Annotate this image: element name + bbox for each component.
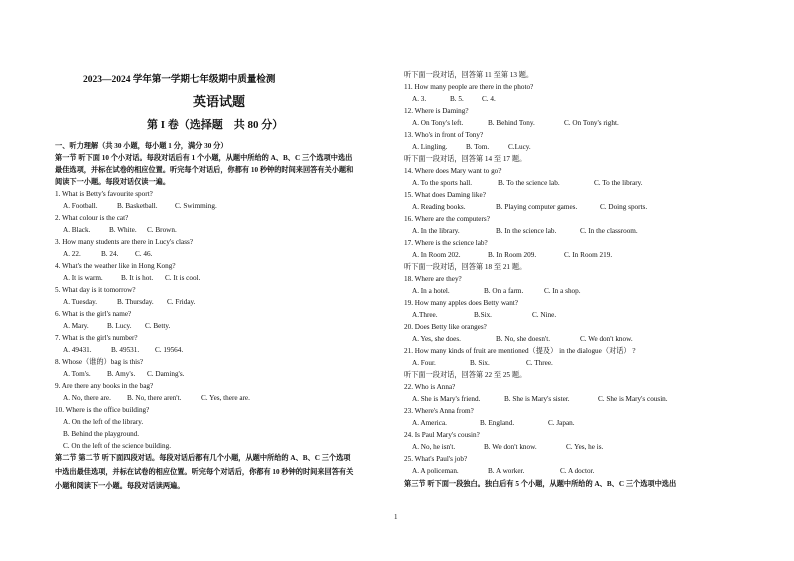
question-2: 2. What colour is the cat? (55, 214, 129, 222)
question-8: 8. Whose（谁的）bag is this? (55, 358, 144, 366)
subject-title: 英语试题 (193, 94, 246, 109)
question-4: 4. What's the weather like in Hong Kong? (55, 262, 176, 270)
question-9: 9. Are there any books in the bag? (55, 382, 154, 390)
question-19: 19. How many apples does Betty want? (404, 299, 518, 307)
question-16: 16. Where are the computers? (404, 215, 490, 223)
question-18: 18. Where are they? (404, 275, 462, 283)
question-10: 10. Where is the office building? (55, 406, 150, 414)
section2-instructions-line1: 第二节 第二节 听下面四段对话。每段对话后都有几个小题，从题中所给的 A、B、C 三个选项 (55, 454, 351, 462)
section2-instructions-line2: 中选出最佳选项，并标在试卷的相应位置。听完每个对话后，你都有 10 秒钟的时间来回答有关 (55, 468, 354, 476)
question-5: 5. What day is it tomorrow? (55, 286, 136, 294)
page-number: 1 (394, 513, 398, 521)
question-6: 6. What is the girl's name? (55, 310, 132, 318)
question-14: 14. Where does Mary want to go? (404, 167, 502, 175)
part1-heading: 一、听力理解（共 30 小题，每小题 1 分，满分 30 分） (55, 142, 228, 150)
question-7: 7. What is the girl's number? (55, 334, 138, 342)
exam-page: 2023—2024 学年第一学期七年级期中质量检测 英语试题 第 I 卷（选择题 共 80 分） 一、听力理解（共 30 小题，每小题 1 分，满分 30 分） 第一节 听下面 10 个小对话。每段对话后有 1 个小题，从题中所给的 A、B、C 三个选项中选出 最佳选项，并标在试卷的相应位置。听完每个对话后，你都有 10 秒钟的时间来回答有关小题和 阅读下一小题。每段对话仅读一遍。 1. What is Betty's favourite sport? A. Football. B. Basketball. C. Swimming. 2. What colour is the cat? A. Black. B. White. C. Brown. 3. How many students are there in Lucy's class? A. 22. B. 24. C. 46. 4. What's the weather like in Hong Kong? A. It is warm. B. It is hot. C. It is cool. 5. What day is it tomorrow? A. Tuesday. B. Thursday. C. Friday. 6. What is the girl's name? A. Mary. B. Lucy. C. Betty. 7. What is the girl's number? A. 49431. B. 49531. C. 19564. 8. Whose（谁的）bag is this? A. Tom's. B. Amy's. C. Daming's. 9. Are there any books in the bag? A. No, there are. B. No, there aren't. C. Yes, there are. 10. Where is the office building? A. On the left of the library. B. Behind the playground. C. On the left of the science building. 第二节 第二节 听下面四段对话。每段对话后都有几个小题，从题中所给的 A、B、C 三个选项 中选出最佳选项，并标在试卷的相应位置。听完每个对话后，你都有 10 秒钟的时间来回答有关 小题和阅读下一小题。每段对话读两遍。 听下面一段对话，回答第 11 至第 13 题。 11. How many people are there in the photo? A. 3. B. 5. C. 4. 12. Where is Daming? A. On Tony's left. B. Behind Tony. C. On Tony's right. 13. Who's in front of Tony? A. Lingling. B. Tom. C.Lucy. 听下面一段对话，回答第 14 至 17 题。 14. Where does Mary want to go? A. To the sports hall. B. To the science lab. C. To the library. 15. What does Daming like? A. Reading books. B. Playing computer games. C. Doing sports. 16. Where are the computers? A. In the library. B. In the science lab. C. In the classroom. 17. Where is the science lab? A. In Room 202. B. In Room 209. C. In Room 219. 听下面一段对话，回答第 18 至 21 题。 18. Where are they? A. In a hotel. B. On a farm. C. In a shop. 19. How many apples does Betty want? A.Three. B.Six. C. Nine. 20. Does Betty like oranges? A. Yes, she does. B. No, she doesn't. C. We don't know. 21. How many kinds of fruit are mentioned（提及） in the dialogue（对话） ? A. Four. B. Six. C. Three. 听下面一段对话，回答第 22 至 25 题。 22. Who is Anna? A. She is Mary's friend. B. She is Mary's sister. C. She is Mary's cousin. 23. Where's Anna from? A. America. B. England. C. Japan. 24. Is Paul Mary's cousin? A. No, he isn't. B. We don't know. C. Yes, he is. 25. What's Paul's job? A. A policeman. B. A worker. C. A doctor. 第三节 听下面一段独白。独白后有 5 个小题，从题中所给的 A、B、C 三个选项中选出 1 (55, 71, 677, 521)
dialogue4-instruction: 听下面一段对话，回答第 22 至 25 题。 (404, 371, 527, 379)
question-25: 25. What's Paul's job? (404, 455, 468, 463)
dialogue3-instruction: 听下面一段对话，回答第 18 至 21 题。 (404, 263, 527, 271)
question-10-option-c: C. On the left of the science building. (63, 442, 171, 450)
exam-title: 2023—2024 学年第一学期七年级期中质量检测 (83, 75, 276, 85)
question-12: 12. Where is Daming? (404, 107, 469, 115)
question-22: 22. Who is Anna? (404, 383, 456, 391)
section3-instructions: 第三节 听下面一段独白。独白后有 5 个小题，从题中所给的 A、B、C 三个选项中选出 (404, 480, 677, 488)
question-11: 11. How many people are there in the photo? (404, 83, 534, 91)
question-23: 23. Where's Anna from? (404, 407, 474, 415)
question-1: 1. What is Betty's favourite sport? (55, 190, 153, 198)
section1-instructions-line2: 最佳选项，并标在试卷的相应位置。听完每个对话后，你都有 10 秒钟的时间来回答有关小题和 (55, 166, 354, 174)
question-3: 3. How many students are there in Lucy's class? (55, 238, 194, 246)
question-13: 13. Who's in front of Tony? (404, 131, 484, 139)
volume-title: 第 I 卷（选择题 共 80 分） (147, 119, 284, 131)
section2-instructions-line3: 小题和阅读下一小题。每段对话读两遍。 (55, 482, 185, 490)
question-20: 20. Does Betty like oranges? (404, 323, 487, 331)
question-15: 15. What does Daming like? (404, 191, 486, 199)
question-10-option-a: A. On the left of the library. (63, 418, 144, 426)
section1-instructions-line1: 第一节 听下面 10 个小对话。每段对话后有 1 个小题，从题中所给的 A、B、C 三个选项中选出 (55, 154, 353, 162)
question-17: 17. Where is the science lab? (404, 239, 488, 247)
question-24: 24. Is Paul Mary's cousin? (404, 431, 480, 439)
dialogue1-instruction: 听下面一段对话，回答第 11 至第 13 题。 (404, 71, 534, 79)
question-21: 21. How many kinds of fruit are mentioned（提及） in the dialogue（对话） ? (404, 347, 636, 355)
question-10-option-b: B. Behind the playground. (63, 430, 140, 438)
section1-instructions-line3: 阅读下一小题。每段对话仅读一遍。 (55, 178, 171, 186)
dialogue2-instruction: 听下面一段对话，回答第 14 至 17 题。 (404, 155, 527, 163)
